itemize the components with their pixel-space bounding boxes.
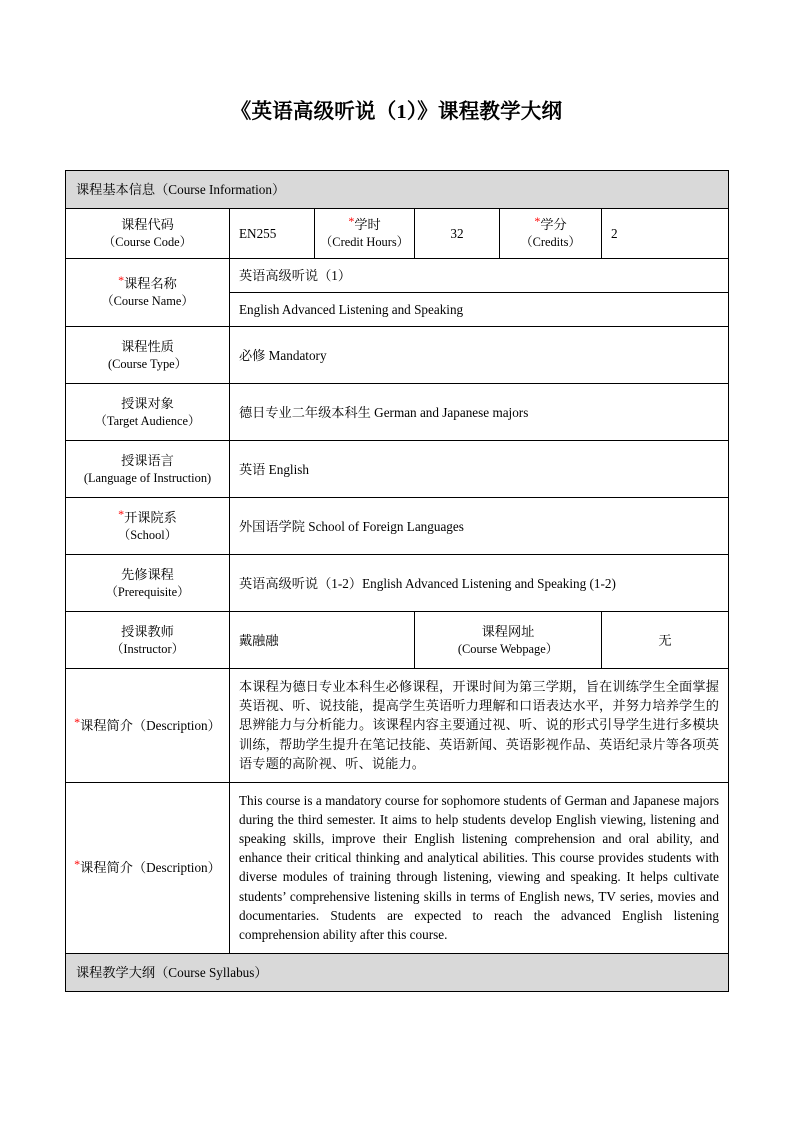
page-title: 《英语高级听说（1）》课程教学大纲: [230, 101, 563, 123]
label-course-name-cn-text: 课程名称: [124, 275, 177, 291]
label-instructor-en: （Instructor）: [111, 641, 184, 656]
label-credits-en: （Credits）: [520, 234, 581, 249]
label-credits: [500, 208, 602, 258]
value-school: 外国语学院 School of Foreign Languages: [230, 498, 729, 555]
label-course-code-en: （Course Code）: [102, 234, 193, 249]
label-instructor-cn: 授课教师: [121, 623, 174, 639]
value-credits: 2: [602, 208, 729, 258]
label-school-cn: [70, 508, 225, 527]
label-prerequisite-en: （Prerequisite）: [105, 584, 190, 599]
table-row: [66, 258, 729, 292]
label-course-name-en: （Course Name）: [101, 294, 194, 309]
label-credit-hours-en: （Credit Hours）: [319, 234, 410, 249]
course-information-table: [65, 170, 729, 993]
label-language-of-instruction-en: (Language of Instruction): [83, 470, 212, 485]
label-course-type: [66, 327, 230, 384]
table-row: [66, 327, 729, 384]
label-credits-cn: [504, 215, 597, 234]
required-asterisk: *: [74, 857, 81, 872]
value-description-en: This course is a mandatory course for sophomore students of German and Japanese majors during the third semester. It aims to help students develop English viewing, listening and speaking skills, improve their English listening comprehension and oral ability, and enhance their critical thinking and analytical abilities. This course provides students with diverse modules of training through listening, viewing and speaking. It helps cultivate students’ comprehensive listening skills in terms of English news, TV series, movies and documentaries. Students are expected to reach the advanced English listening comprehension ability after this course.: [230, 782, 729, 953]
label-course-webpage-en: (Course Webpage）: [457, 641, 559, 656]
label-course-code: [66, 208, 230, 258]
label-course-webpage: [415, 612, 602, 669]
value-language-of-instruction: 英语 English: [230, 441, 729, 498]
label-credit-hours: [315, 208, 415, 258]
label-course-name-cn: [70, 274, 225, 293]
value-course-webpage: 无: [602, 612, 729, 669]
label-credit-hours-cn-text: 学时: [354, 216, 381, 232]
value-description-cn: 本课程为德日专业本科生必修课程，开课时间为第三学期，旨在训练学生全面掌握英语视、听、说技能，提高学生英语听力理解和口语表达水平，并努力培养学生的思辨能力与分析能力。该课程内容主要通过视、听、说的形式引导学生进行多模块训练，帮助学生提升在笔记技能、英语新闻、英语影视作品、英语纪录片等各项英语专题的高阶视、听、说能力。: [230, 669, 729, 783]
table-row: [66, 782, 729, 953]
label-description-en-text: 课程简介（Description）: [80, 860, 221, 876]
label-course-webpage-cn: 课程网址: [481, 623, 535, 639]
value-course-type: 必修 Mandatory: [230, 327, 729, 384]
label-instructor: [66, 612, 230, 669]
table-row: [66, 170, 729, 208]
required-asterisk: *: [348, 213, 355, 228]
value-course-name-en: English Advanced Listening and Speaking: [230, 293, 729, 327]
required-asterisk: *: [118, 272, 125, 287]
value-course-name-cn: 英语高级听说（1）: [230, 258, 729, 292]
value-prerequisite: 英语高级听说（1-2）English Advanced Listening and Speaking (1-2): [230, 555, 729, 612]
label-target-audience-en: （Target Audience）: [94, 413, 201, 428]
value-instructor: 戴融融: [230, 612, 415, 669]
label-course-name: [66, 258, 230, 326]
required-asterisk: *: [534, 213, 541, 228]
label-description-cn-text: 课程简介（Description）: [80, 717, 221, 733]
course-information-table-wrap: [65, 126, 728, 993]
label-description-en: [66, 782, 230, 953]
label-language-of-instruction-cn: 授课语言: [121, 452, 174, 468]
table-row: [66, 612, 729, 669]
label-school-en: （School）: [117, 527, 178, 542]
label-course-type-cn: 课程性质: [121, 338, 174, 354]
table-row: [66, 441, 729, 498]
label-course-type-en: (Course Type）: [107, 356, 188, 371]
section-banner-course-syllabus: 课程教学大纲（Course Syllabus）: [66, 954, 729, 992]
required-asterisk: *: [118, 506, 125, 521]
label-credits-cn-text: 学分: [540, 216, 567, 232]
required-asterisk: *: [74, 714, 81, 729]
value-credit-hours: 32: [415, 208, 500, 258]
label-target-audience: [66, 384, 230, 441]
label-credit-hours-cn: [319, 215, 410, 234]
section-banner-course-information: 课程基本信息（Course Information）: [66, 170, 729, 208]
label-description-cn: [66, 669, 230, 783]
table-row: [66, 555, 729, 612]
label-prerequisite-cn: 先修课程: [121, 566, 174, 582]
table-row: [66, 669, 729, 783]
label-school: [66, 498, 230, 555]
table-row: [66, 498, 729, 555]
table-row: [66, 384, 729, 441]
table-row: [66, 954, 729, 992]
table-row: [66, 208, 729, 258]
label-target-audience-cn: 授课对象: [121, 395, 174, 411]
label-school-cn-text: 开课院系: [124, 509, 177, 525]
value-course-code: EN255: [230, 208, 315, 258]
label-course-code-cn: 课程代码: [121, 216, 174, 232]
value-target-audience: 德日专业二年级本科生 German and Japanese majors: [230, 384, 729, 441]
label-prerequisite: [66, 555, 230, 612]
label-language-of-instruction: [66, 441, 230, 498]
